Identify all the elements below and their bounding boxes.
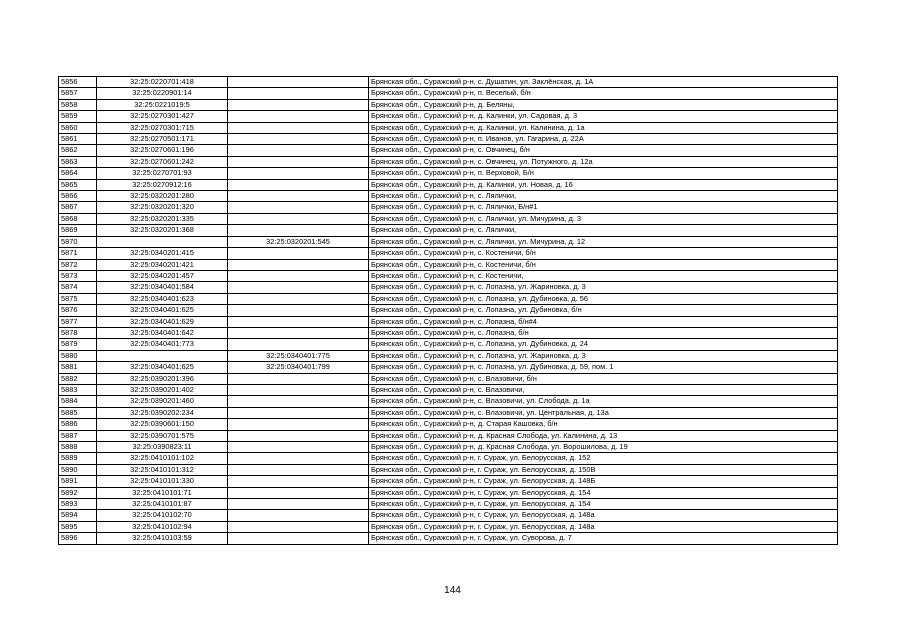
page-number: 144	[444, 585, 461, 596]
row-number-cell: 5876	[59, 305, 97, 316]
table-row	[59, 225, 838, 236]
row-number-cell: 5881	[59, 362, 97, 373]
cadastral-number-cell: 32:25:0320201:320	[97, 202, 228, 213]
cadastral-number-secondary-cell	[228, 453, 369, 464]
cadastral-number-secondary-cell	[228, 510, 369, 521]
cadastral-number-cell	[97, 350, 228, 361]
cadastral-number-cell: 32:25:0270301:715	[97, 122, 228, 133]
cadastral-number-secondary-cell	[228, 373, 369, 384]
row-number-cell: 5896	[59, 533, 97, 544]
table-row	[59, 350, 838, 361]
cadastral-number-cell: 32:25:0340401:625	[97, 362, 228, 373]
table-row	[59, 407, 838, 418]
address-cell: Брянская обл., Суражский р-н, г. Сураж, ул. Белорусская, д. 152	[369, 453, 838, 464]
table-row	[59, 111, 838, 122]
cadastral-number-secondary-cell	[228, 191, 369, 202]
table-row	[59, 510, 838, 521]
address-cell: Брянская обл., Суражский р-н, г. Сураж, ул. Белорусская, д. 150В	[369, 464, 838, 475]
table-row	[59, 282, 838, 293]
row-number-cell: 5873	[59, 270, 97, 281]
address-cell: Брянская обл., Суражский р-н, г. Сураж, ул. Белорусская, д. 148Б	[369, 476, 838, 487]
row-number-cell: 5858	[59, 99, 97, 110]
table-row	[59, 453, 838, 464]
row-number-cell: 5867	[59, 202, 97, 213]
cadastral-number-secondary-cell: 32:25:0320201:545	[228, 236, 369, 247]
cadastral-number-cell: 32:25:0320201:368	[97, 225, 228, 236]
table-row	[59, 339, 838, 350]
row-number-cell: 5859	[59, 111, 97, 122]
cadastral-number-cell: 32:25:0340201:421	[97, 259, 228, 270]
table-row	[59, 396, 838, 407]
address-cell: Брянская обл., Суражский р-н, с. Костеничи, б/н	[369, 248, 838, 259]
table-row	[59, 293, 838, 304]
cadastral-number-secondary-cell	[228, 339, 369, 350]
address-cell: Брянская обл., Суражский р-н, с. Лялички,	[369, 191, 838, 202]
row-number-cell: 5866	[59, 191, 97, 202]
cadastral-number-secondary-cell	[228, 145, 369, 156]
row-number-cell: 5883	[59, 384, 97, 395]
cadastral-number-secondary-cell	[228, 521, 369, 532]
table-row	[59, 430, 838, 441]
row-number-cell: 5892	[59, 487, 97, 498]
row-number-cell: 5874	[59, 282, 97, 293]
cadastral-number-cell: 32:25:0270912:16	[97, 179, 228, 190]
table-row	[59, 145, 838, 156]
cadastral-number-cell: 32:25:0340401:625	[97, 305, 228, 316]
address-cell: Брянская обл., Суражский р-н, д. Калинки, ул. Калинина, д. 1а	[369, 122, 838, 133]
table-row	[59, 168, 838, 179]
table-row	[59, 362, 838, 373]
table-row	[59, 213, 838, 224]
row-number-cell: 5875	[59, 293, 97, 304]
row-number-cell: 5889	[59, 453, 97, 464]
row-number-cell: 5869	[59, 225, 97, 236]
cadastral-number-secondary-cell	[228, 499, 369, 510]
cadastral-number-secondary-cell	[228, 476, 369, 487]
row-number-cell: 5891	[59, 476, 97, 487]
table-row	[59, 156, 838, 167]
row-number-cell: 5868	[59, 213, 97, 224]
cadastral-number-cell: 32:25:0221019:5	[97, 99, 228, 110]
table-row	[59, 99, 838, 110]
cadastral-number-cell: 32:25:0410101:71	[97, 487, 228, 498]
address-cell: Брянская обл., Суражский р-н, п. Веселый, б/н	[369, 88, 838, 99]
cadastral-number-cell: 32:25:0410101:312	[97, 464, 228, 475]
row-number-cell: 5885	[59, 407, 97, 418]
table-row	[59, 77, 838, 88]
address-cell: Брянская обл., Суражский р-н, с. Лопазна, ул. Жариновка, д. 3	[369, 350, 838, 361]
cadastral-number-cell: 32:25:0270601:196	[97, 145, 228, 156]
table-row	[59, 122, 838, 133]
table-row	[59, 499, 838, 510]
row-number-cell: 5890	[59, 464, 97, 475]
cadastral-number-secondary-cell	[228, 156, 369, 167]
table-row	[59, 179, 838, 190]
address-cell: Брянская обл., Суражский р-н, д. Калинки, ул. Новая, д. 16	[369, 179, 838, 190]
row-number-cell: 5857	[59, 88, 97, 99]
cadastral-number-cell	[97, 236, 228, 247]
address-cell: Брянская обл., Суражский р-н, с. Лопазна, ул. Дубиновка, б/н	[369, 305, 838, 316]
cadastral-number-cell: 32:25:0410102:70	[97, 510, 228, 521]
cadastral-number-cell: 32:25:0390601:150	[97, 419, 228, 430]
table-row	[59, 248, 838, 259]
cadastral-number-secondary-cell	[228, 282, 369, 293]
address-cell: Брянская обл., Суражский р-н, с. Овчинец, б/н	[369, 145, 838, 156]
row-number-cell: 5872	[59, 259, 97, 270]
cadastral-number-secondary-cell	[228, 225, 369, 236]
address-cell: Брянская обл., Суражский р-н, г. Сураж, ул. Белорусская, д. 154	[369, 499, 838, 510]
row-number-cell: 5887	[59, 430, 97, 441]
cadastral-number-cell: 32:25:0320201:280	[97, 191, 228, 202]
cadastral-number-cell: 32:25:0270701:93	[97, 168, 228, 179]
table-row	[59, 384, 838, 395]
row-number-cell: 5871	[59, 248, 97, 259]
address-cell: Брянская обл., Суражский р-н, г. Сураж, ул. Белорусская, д. 148а	[369, 521, 838, 532]
cadastral-number-secondary-cell	[228, 316, 369, 327]
row-number-cell: 5864	[59, 168, 97, 179]
cadastral-number-cell: 32:25:0390201:460	[97, 396, 228, 407]
cadastral-number-secondary-cell	[228, 464, 369, 475]
table-row	[59, 442, 838, 453]
row-number-cell: 5865	[59, 179, 97, 190]
cadastral-number-cell: 32:25:0340401:623	[97, 293, 228, 304]
address-cell: Брянская обл., Суражский р-н, д. Старая Кашовка, б/н	[369, 419, 838, 430]
cadastral-number-cell: 32:25:0410102:94	[97, 521, 228, 532]
cadastral-number-cell: 32:25:0220901:14	[97, 88, 228, 99]
table-row	[59, 521, 838, 532]
row-number-cell: 5886	[59, 419, 97, 430]
address-cell: Брянская обл., Суражский р-н, г. Сураж, ул. Белорусская, д. 148а	[369, 510, 838, 521]
cadastral-number-cell: 32:25:0270301:427	[97, 111, 228, 122]
cadastral-number-cell: 32:25:0220701:418	[97, 77, 228, 88]
table-row	[59, 270, 838, 281]
address-cell: Брянская обл., Суражский р-н, с. Лялички, ул. Мичурина, д. 3	[369, 213, 838, 224]
table-row	[59, 305, 838, 316]
table-row	[59, 464, 838, 475]
row-number-cell: 5879	[59, 339, 97, 350]
address-cell: Брянская обл., Суражский р-н, с. Влазовичи, ул. Центральная, д. 13а	[369, 407, 838, 418]
cadastral-number-secondary-cell	[228, 487, 369, 498]
address-cell: Брянская обл., Суражский р-н, д. Беляны,	[369, 99, 838, 110]
address-cell: Брянская обл., Суражский р-н, с. Лялички, ул. Мичурина, д. 12	[369, 236, 838, 247]
table-row	[59, 191, 838, 202]
registry-table	[58, 76, 838, 545]
table-row	[59, 487, 838, 498]
row-number-cell: 5861	[59, 134, 97, 145]
row-number-cell: 5895	[59, 521, 97, 532]
cadastral-number-secondary-cell	[228, 111, 369, 122]
cadastral-number-cell: 32:25:0390202:234	[97, 407, 228, 418]
table-row	[59, 316, 838, 327]
address-cell: Брянская обл., Суражский р-н, с. Лопазна, б/н	[369, 327, 838, 338]
cadastral-number-secondary-cell	[228, 77, 369, 88]
cadastral-number-cell: 32:25:0320201:335	[97, 213, 228, 224]
address-cell: Брянская обл., Суражский р-н, с. Душатин, ул. Заклёнская, д. 1А	[369, 77, 838, 88]
cadastral-number-secondary-cell	[228, 122, 369, 133]
table-row	[59, 419, 838, 430]
address-cell: Брянская обл., Суражский р-н, г. Сураж, ул. Суворова, д. 7	[369, 533, 838, 544]
cadastral-number-secondary-cell	[228, 168, 369, 179]
cadastral-number-secondary-cell	[228, 533, 369, 544]
address-cell: Брянская обл., Суражский р-н, с. Костеничи, б/н	[369, 259, 838, 270]
row-number-cell: 5878	[59, 327, 97, 338]
address-cell: Брянская обл., Суражский р-н, с. Лялички,	[369, 225, 838, 236]
table-row	[59, 533, 838, 544]
row-number-cell: 5894	[59, 510, 97, 521]
table-row	[59, 476, 838, 487]
address-cell: Брянская обл., Суражский р-н, с. Лопазна, ул. Жариновка, д. 3	[369, 282, 838, 293]
cadastral-number-cell: 32:25:0390201:402	[97, 384, 228, 395]
row-number-cell: 5880	[59, 350, 97, 361]
cadastral-number-cell: 32:25:0410101:330	[97, 476, 228, 487]
address-cell: Брянская обл., Суражский р-н, г. Сураж, ул. Белорусская, д. 154	[369, 487, 838, 498]
cadastral-number-secondary-cell	[228, 407, 369, 418]
address-cell: Брянская обл., Суражский р-н, с. Лялички, Б/н#1	[369, 202, 838, 213]
cadastral-number-secondary-cell	[228, 430, 369, 441]
address-cell: Брянская обл., Суражский р-н, п. Иванов, ул. Гагарина, д. 22А	[369, 134, 838, 145]
table-row	[59, 236, 838, 247]
cadastral-number-secondary-cell	[228, 248, 369, 259]
cadastral-number-secondary-cell	[228, 305, 369, 316]
cadastral-number-cell: 32:25:0390823:11	[97, 442, 228, 453]
address-cell: Брянская обл., Суражский р-н, с. Овчинец, ул. Потужного, д. 12а	[369, 156, 838, 167]
row-number-cell: 5882	[59, 373, 97, 384]
registry-table-body	[59, 77, 838, 545]
cadastral-number-cell: 32:25:0340201:415	[97, 248, 228, 259]
cadastral-number-secondary-cell	[228, 396, 369, 407]
cadastral-number-secondary-cell	[228, 202, 369, 213]
address-cell: Брянская обл., Суражский р-н, д. Калинки, ул. Садовая, д. 3	[369, 111, 838, 122]
address-cell: Брянская обл., Суражский р-н, с. Лопазна, ул. Дубиновка, д. 24	[369, 339, 838, 350]
cadastral-number-secondary-cell	[228, 327, 369, 338]
address-cell: Брянская обл., Суражский р-н, с. Влазовичи, ул. Слобода, д. 1а	[369, 396, 838, 407]
cadastral-number-secondary-cell: 32:25:0340401:775	[228, 350, 369, 361]
cadastral-number-secondary-cell	[228, 259, 369, 270]
table-row	[59, 134, 838, 145]
address-cell: Брянская обл., Суражский р-н, с. Лопазна, ул. Дубиновка, д. 59, пом. 1	[369, 362, 838, 373]
cadastral-number-cell: 32:25:0390201:396	[97, 373, 228, 384]
table-row	[59, 327, 838, 338]
cadastral-number-secondary-cell	[228, 134, 369, 145]
row-number-cell: 5870	[59, 236, 97, 247]
cadastral-number-cell: 32:25:0340401:642	[97, 327, 228, 338]
row-number-cell: 5884	[59, 396, 97, 407]
row-number-cell: 5856	[59, 77, 97, 88]
table-row	[59, 373, 838, 384]
address-cell: Брянская обл., Суражский р-н, с. Лопазна, ул. Дубиновка, д. 56	[369, 293, 838, 304]
cadastral-number-cell: 32:25:0410103:59	[97, 533, 228, 544]
cadastral-number-secondary-cell	[228, 384, 369, 395]
address-cell: Брянская обл., Суражский р-н, с. Влазовичи,	[369, 384, 838, 395]
address-cell: Брянская обл., Суражский р-н, д. Красная Слобода, ул. Калинина, д. 13	[369, 430, 838, 441]
cadastral-number-secondary-cell	[228, 293, 369, 304]
cadastral-number-cell: 32:25:0270601:242	[97, 156, 228, 167]
cadastral-number-secondary-cell	[228, 179, 369, 190]
cadastral-number-cell: 32:25:0340401:584	[97, 282, 228, 293]
address-cell: Брянская обл., Суражский р-н, с. Влазовичи, б/н	[369, 373, 838, 384]
cadastral-number-secondary-cell	[228, 213, 369, 224]
table-row	[59, 259, 838, 270]
cadastral-number-secondary-cell	[228, 99, 369, 110]
cadastral-number-cell: 32:25:0340401:629	[97, 316, 228, 327]
address-cell: Брянская обл., Суражский р-н, п. Верховой, Б/н	[369, 168, 838, 179]
cadastral-number-cell: 32:25:0340401:773	[97, 339, 228, 350]
row-number-cell: 5860	[59, 122, 97, 133]
cadastral-number-secondary-cell	[228, 88, 369, 99]
address-cell: Брянская обл., Суражский р-н, с. Лопазна, б/н#4	[369, 316, 838, 327]
cadastral-number-cell: 32:25:0340201:457	[97, 270, 228, 281]
row-number-cell: 5893	[59, 499, 97, 510]
table-row	[59, 88, 838, 99]
cadastral-number-cell: 32:25:0390701:575	[97, 430, 228, 441]
row-number-cell: 5888	[59, 442, 97, 453]
table-row	[59, 202, 838, 213]
cadastral-number-cell: 32:25:0270501:171	[97, 134, 228, 145]
row-number-cell: 5862	[59, 145, 97, 156]
cadastral-number-secondary-cell: 32:25:0340401:799	[228, 362, 369, 373]
cadastral-number-cell: 32:25:0410101:102	[97, 453, 228, 464]
cadastral-number-secondary-cell	[228, 419, 369, 430]
row-number-cell: 5877	[59, 316, 97, 327]
address-cell: Брянская обл., Суражский р-н, д. Красная Слобода, ул. Ворошилова, д. 19	[369, 442, 838, 453]
cadastral-number-secondary-cell	[228, 442, 369, 453]
address-cell: Брянская обл., Суражский р-н, с. Костеничи,	[369, 270, 838, 281]
row-number-cell: 5863	[59, 156, 97, 167]
cadastral-number-cell: 32:25:0410101:87	[97, 499, 228, 510]
cadastral-number-secondary-cell	[228, 270, 369, 281]
